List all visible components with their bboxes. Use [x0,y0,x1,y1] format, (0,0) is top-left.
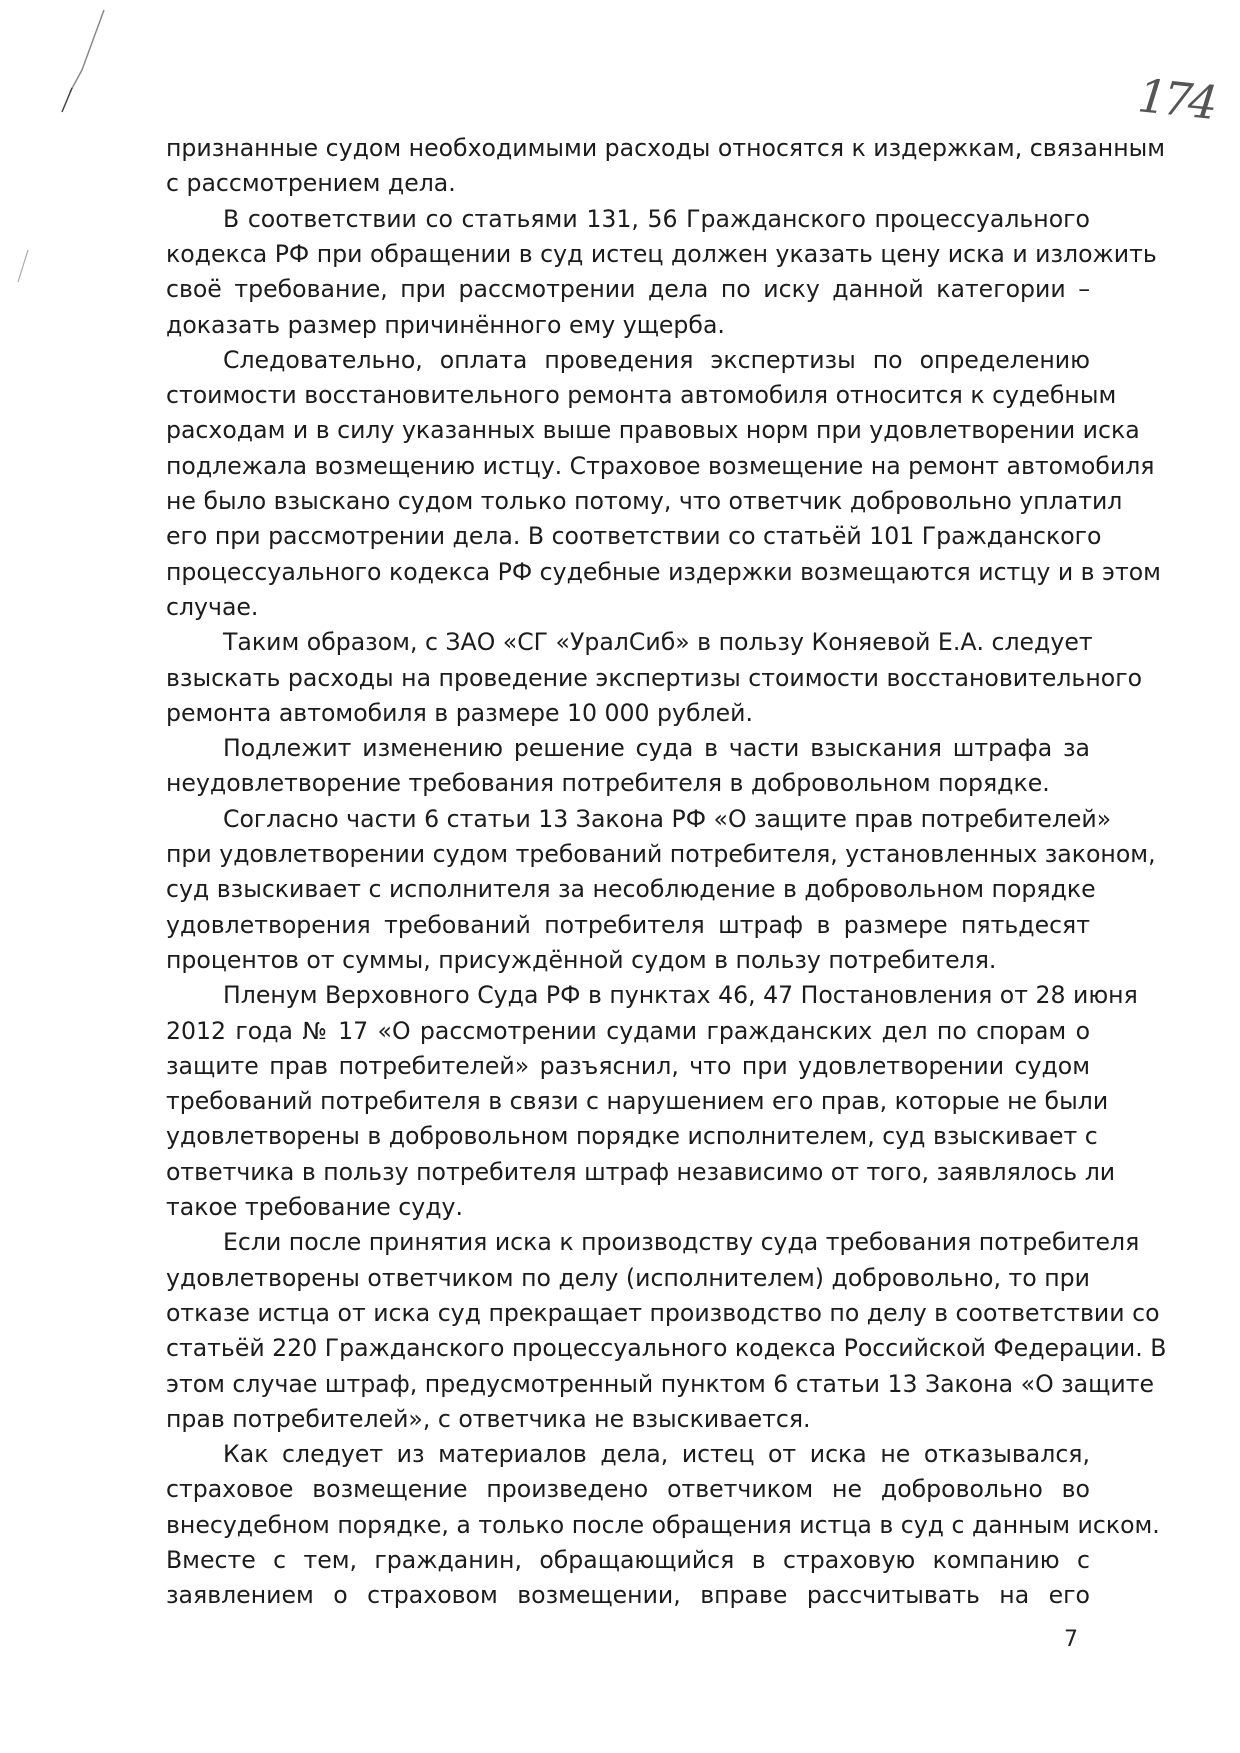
page-number: 7 [1064,1627,1078,1652]
text-line: удовлетворения требований потребителя штраф в размере пятьдесят [166,910,1090,939]
text-line: своё требование, при рассмотрении дела по иску данной категории – [166,275,1090,304]
text-line: страховое возмещение произведено ответчиком не добровольно во [166,1475,1090,1504]
scan-edge-marks [0,0,140,320]
text-line: подлежала возмещению истцу. Страховое возмещение на ремонт автомобиля [166,451,1155,480]
text-line: 2012 года № 17 «О рассмотрении судами гражданских дел по спорам о [166,1016,1090,1045]
text-line: удовлетворены в добровольном порядке исполнителем, суд взыскивает с [166,1122,1098,1151]
text-line: процентов от суммы, присуждённой судом в пользу потребителя. [166,945,997,974]
text-line: Если после принятия иска к производству суда требования потребителя [223,1228,1140,1257]
text-line: случае. [166,592,259,621]
text-line: признанные судом необходимыми расходы относятся к издержкам, связанным [166,134,1166,162]
text-line: кодекса РФ при обращении в суд истец должен указать цену иска и изложить [166,239,1157,268]
text-line: внесудебном порядке, а только после обращения истца в суд с данным иском. [166,1510,1160,1539]
text-line: заявлением о страховом возмещении, вправе рассчитывать на его [166,1581,1090,1610]
text-line: процессуального кодекса РФ судебные издержки возмещаются истцу и в этом [166,557,1161,586]
text-line: Пленум Верховного Суда РФ в пунктах 46, 47 Постановления от 28 июня [223,981,1138,1010]
text-line: требований потребителя в связи с нарушением его прав, которые не были [166,1087,1109,1116]
text-line: ответчика в пользу потребителя штраф независимо от того, заявлялось ли [166,1157,1116,1186]
text-line: удовлетворены ответчиком по делу (исполнителем) добровольно, то при [166,1263,1090,1292]
text-line: стоимости восстановительного ремонта автомобиля относится к судебным [166,381,1117,410]
text-line: неудовлетворение требования потребителя в добровольном порядке. [166,769,1050,798]
text-line: отказе истца от иска суд прекращает производство по делу в соответствии со [166,1298,1160,1327]
text-line: Вместе с тем, гражданин, обращающийся в страховую компанию с [166,1546,1090,1574]
text-line: доказать размер причинённого ему ущерба. [166,310,725,339]
text-line: суд взыскивает с исполнителя за несоблюдение в добровольном порядке [166,875,1096,904]
text-line: с рассмотрением дела. [166,169,456,198]
text-line: расходам и в силу указанных выше правовых норм при удовлетворении иска [166,416,1140,445]
text-line: защите прав потребителей» разъяснил, что при удовлетворении судом [166,1051,1090,1080]
text-line: прав потребителей», с ответчика не взыскивается. [166,1404,811,1433]
text-line: такое требование суду. [166,1193,463,1221]
text-line: Таким образом, с ЗАО «СГ «УралСиб» в пользу Коняевой Е.А. следует [223,628,1093,657]
page-stamp: 174 [1135,68,1217,130]
text-line: Следовательно, оплата проведения экспертизы по определению [223,345,1090,374]
text-line: Как следует из материалов дела, истец от иска не отказывался, [223,1440,1090,1469]
text-line: не было взыскано судом только потому, что ответчик добровольно уплатил [166,487,1123,515]
text-line: этом случае штраф, предусмотренный пунктом 6 статьи 13 Закона «О защите [166,1369,1154,1398]
text-line: Согласно части 6 статьи 13 Закона РФ «О защите прав потребителей» [223,804,1112,833]
text-line: статьёй 220 Гражданского процессуального кодекса Российской Федерации. В [166,1334,1167,1363]
text-line: ремонта автомобиля в размере 10 000 рублей. [166,698,753,727]
text-line: В соответствии со статьями 131, 56 Гражданского процессуального [223,204,1090,233]
text-line: его при рассмотрении дела. В соответствии со статьёй 101 Гражданского [166,522,1102,551]
text-line: Подлежит изменению решение суда в части взыскания штрафа за [223,734,1090,763]
text-line: при удовлетворении судом требований потребителя, установленных законом, [166,840,1156,868]
text-line: взыскать расходы на проведение экспертизы стоимости восстановительного [166,663,1143,692]
